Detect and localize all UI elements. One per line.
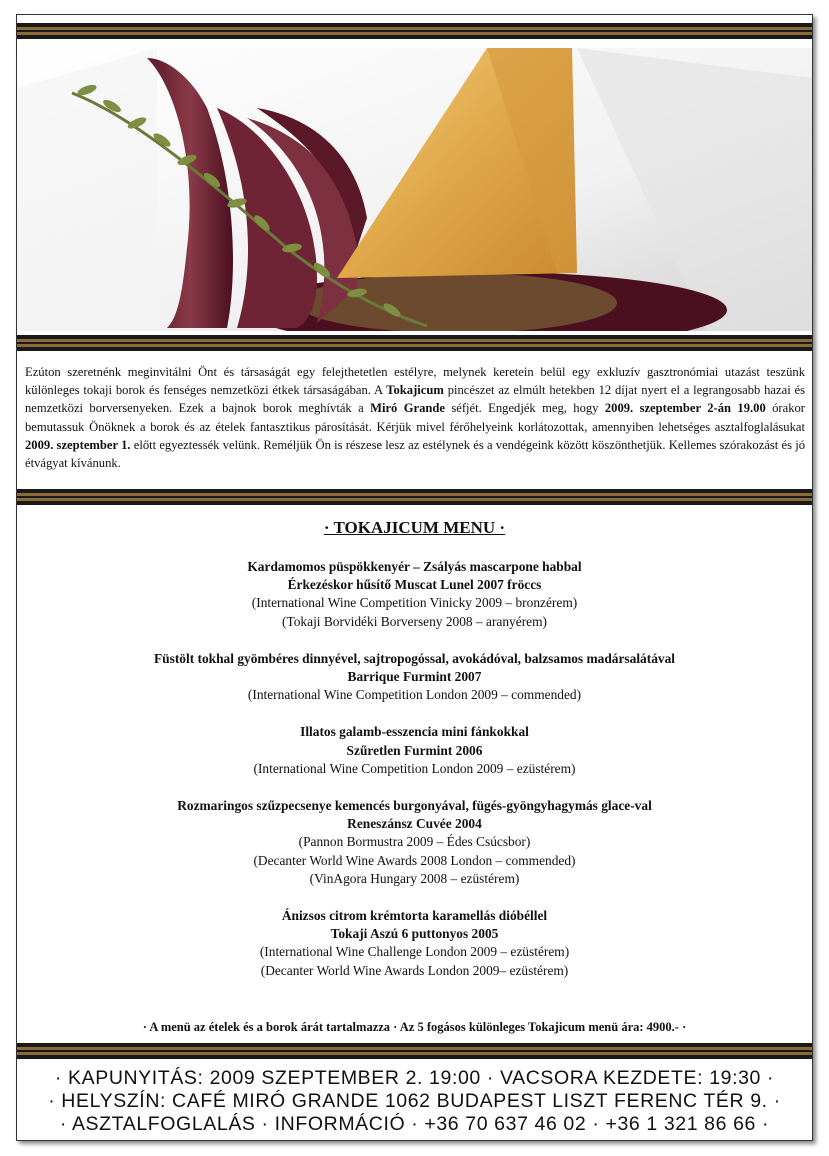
intro-text-part: pincészet az elmúlt hetekben 12 díjat nyert el a legrangosabb hazai és nemzetközi borversenyeken. Ezek a bajnok borok meghívták a bbox=[25, 383, 805, 416]
course-wine: Barrique Furmint 2007 bbox=[347, 669, 482, 685]
course-award: (International Wine Competition Vinicky 2009 – bronzérem) bbox=[251, 595, 578, 611]
venue-line: · HELYSZÍN: CAFÉ MIRÓ GRANDE 1062 BUDAPEST LISZT FERENC TÉR 9. · bbox=[48, 1090, 781, 1112]
course-award: (International Wine Competition London 2009 – ezüstérem) bbox=[253, 760, 576, 776]
menu-top-band bbox=[17, 489, 812, 505]
opening-time-line: · KAPUNYITÁS: 2009 SZEPTEMBER 2. 19:00 · VACSORA KEZDETE: 19:30 · bbox=[54, 1067, 775, 1089]
intro-text-part: előtt egyeztessék velünk. Reméljük Ön is részese lesz az estélynek és a vendégeink között köszönthetjük. Kellemes szórakozást és jó étvágyat kívánunk. bbox=[25, 437, 805, 471]
invitation-text bbox=[25, 363, 805, 472]
menu-title: · TOKAJICUM MENU · bbox=[323, 518, 506, 537]
course-wine: Érkezéskor hűsítő Muscat Lunel 2007 fröccs bbox=[287, 577, 542, 593]
intro-text-part: séfjét. Engedjék meg, hogy bbox=[445, 401, 605, 416]
course-dish: Füstölt tokhal gyömbéres dinnyével, sajtropogóssal, avokádóval, balzsamos madársalátával bbox=[153, 650, 676, 666]
course-wine: Szűretlen Furmint 2006 bbox=[346, 742, 483, 758]
course-award: (VinAgora Hungary 2008 – ezüstérem) bbox=[309, 870, 520, 886]
photo-bottom-band bbox=[17, 335, 812, 351]
course-5 bbox=[17, 907, 812, 980]
footer-top-band bbox=[17, 1043, 812, 1059]
course-4 bbox=[17, 797, 812, 888]
intro-text-part: Ezúton szeretnénk meginvitálni Önt és társaságát egy felejthetetlen estélyre, melynek keretein belül egy exkluzív gasztronómiai utazást teszünk különleges tokaji borok és fenséges nemzetközi étkek társaságában. A bbox=[25, 365, 805, 398]
reservation-deadline: 2009. szeptember 1. bbox=[25, 437, 131, 452]
menu-price-note: · A menü az ételek és a borok árát tartalmazza · Az 5 fogásos különleges Tokajicum menü ára: 4900.- · bbox=[142, 1020, 687, 1034]
course-award: (International Wine Competition London 2009 – commended) bbox=[247, 687, 582, 703]
reservation-phone-line: · ASZTALFOGLALÁS · INFORMÁCIÓ · +36 70 637 46 02 · +36 1 321 86 66 · bbox=[59, 1113, 770, 1135]
restaurant-name: Miró Grande bbox=[370, 401, 445, 416]
menu-section bbox=[17, 515, 812, 980]
course-1 bbox=[17, 558, 812, 631]
event-info-footer bbox=[17, 1067, 812, 1136]
dish-photo bbox=[17, 48, 812, 331]
course-award: (International Wine Challenge London 2009 – ezüstérem) bbox=[259, 944, 570, 960]
course-award: (Pannon Bormustra 2009 – Édes Csúcsbor) bbox=[298, 834, 531, 850]
course-award: (Decanter World Wine Awards London 2009– ezüstérem) bbox=[260, 962, 569, 978]
course-dish: Ánizsos citrom krémtorta karamellás dióbéllel bbox=[281, 908, 548, 924]
course-2 bbox=[17, 650, 812, 705]
course-dish: Kardamomos püspökkenyér – Zsályás mascarpone habbal bbox=[247, 559, 582, 574]
course-wine: Reneszánsz Cuvée 2004 bbox=[347, 816, 482, 832]
course-3 bbox=[17, 723, 812, 778]
course-award: (Decanter World Wine Awards 2008 London – commended) bbox=[253, 852, 576, 868]
course-wine: Tokaji Aszú 6 puttonyos 2005 bbox=[330, 926, 499, 942]
dish-illustration bbox=[17, 48, 812, 331]
winery-name: Tokajicum bbox=[386, 383, 444, 398]
course-award: (Tokaji Borvidéki Borverseny 2008 – aranyérem) bbox=[282, 613, 547, 629]
course-dish: Rozmaringos szűzpecsenye kemencés burgonyával, fügés-gyöngyhagymás glace-val bbox=[177, 798, 652, 814]
top-decorative-band bbox=[17, 23, 812, 39]
invitation-page bbox=[16, 14, 813, 1141]
event-date: 2009. szeptember 2-án 19.00 bbox=[604, 401, 766, 416]
intro-text-part: órakor bemutassuk Önöknek a borok és az ételek fantasztikus párosítását. Kérjük mivel férőhelyeink korlátozottak, amennyiben lehetséges asztalfoglalásukat bbox=[25, 401, 805, 434]
course-dish: Illatos galamb-esszencia mini fánkokkal bbox=[300, 724, 529, 740]
